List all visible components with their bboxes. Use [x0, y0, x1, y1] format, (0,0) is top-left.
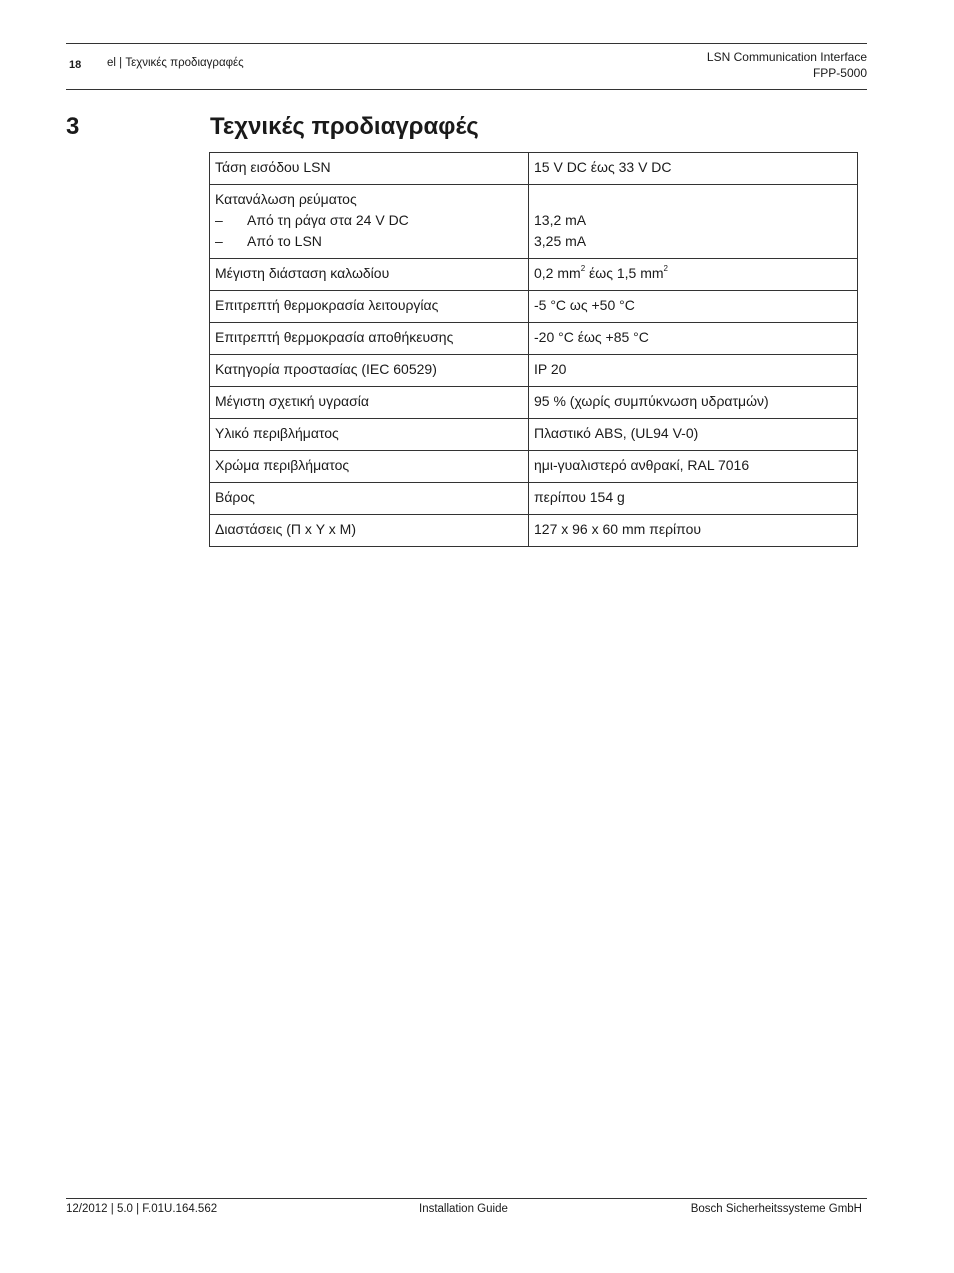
spec-value: -20 °C έως +85 °C — [529, 323, 858, 355]
spec-label: Κατηγορία προστασίας (IEC 60529) — [210, 355, 529, 387]
spec-value: περίπου 154 g — [529, 483, 858, 515]
table-row — [210, 291, 858, 323]
spec-label: Κατανάλωση ρεύματος — [215, 191, 357, 207]
spec-label: Μέγιστη διάσταση καλωδίου — [210, 259, 529, 291]
spec-label: Διαστάσεις (Π x Υ x Μ) — [210, 515, 529, 547]
spec-sub-item — [215, 231, 523, 252]
spec-label: Μέγιστη σχετική υγρασία — [210, 387, 529, 419]
spec-value: -5 °C ως +50 °C — [529, 291, 858, 323]
footer-rule — [66, 1198, 867, 1199]
header-product-block — [707, 49, 867, 81]
footer-company: Bosch Sicherheitssysteme GmbH — [690, 1203, 862, 1215]
spec-value-cell — [529, 259, 858, 291]
spec-label: Επιτρεπτή θερμοκρασία λειτουργίας — [210, 291, 529, 323]
header-product: LSN Communication Interface — [706, 50, 867, 64]
table-row — [210, 185, 858, 259]
spec-value: 15 V DC έως 33 V DC — [529, 153, 858, 185]
spec-value: ημι-γυαλιστερό ανθρακί, RAL 7016 — [529, 451, 858, 483]
spec-value: 13,2 mA — [534, 212, 587, 228]
superscript: 2 — [580, 264, 586, 274]
spec-label: Χρώμα περιβλήματος — [210, 451, 529, 483]
header-top-rule — [66, 43, 867, 44]
spec-sub-item — [215, 210, 523, 231]
footer-doc-type: Installation Guide — [419, 1203, 508, 1215]
spec-value: 127 x 96 x 60 mm περίπου — [529, 515, 858, 547]
spec-label: Βάρος — [210, 483, 529, 515]
spec-value: έως 1,5 mm — [585, 265, 664, 281]
header-bottom-rule — [66, 89, 867, 90]
spec-value: 0,2 mm — [534, 265, 581, 281]
spec-table — [209, 152, 858, 547]
table-row — [210, 483, 858, 515]
spec-sub-label: Από τη ράγα στα 24 V DC — [247, 212, 409, 228]
table-row — [210, 515, 858, 547]
header-section: el | Τεχνικές προδιαγραφές — [107, 57, 244, 69]
footer-doc-info: 12/2012 | 5.0 | F.01U.164.562 — [66, 1203, 218, 1215]
spec-value-cell — [529, 185, 858, 259]
table-row — [210, 387, 858, 419]
table-row — [210, 419, 858, 451]
spec-value: Πλαστικό ABS, (UL94 V-0) — [529, 419, 858, 451]
spec-label: Επιτρεπτή θερμοκρασία αποθήκευσης — [210, 323, 529, 355]
superscript: 2 — [663, 264, 668, 274]
spec-label-cell — [210, 185, 529, 259]
spec-sub-label: Από το LSN — [247, 233, 322, 249]
chapter-title: Τεχνικές προδιαγραφές — [210, 113, 479, 140]
spec-label: Υλικό περιβλήματος — [210, 419, 529, 451]
list-dash: – — [215, 233, 223, 249]
page-number: 18 — [69, 59, 82, 71]
spec-value: 3,25 mA — [534, 233, 587, 249]
table-row — [210, 451, 858, 483]
list-dash: – — [215, 212, 223, 228]
header-model: FPP-5000 — [812, 66, 867, 80]
spec-value: 95 % (χωρίς συμπύκνωση υδρατμών) — [529, 387, 858, 419]
table-row — [210, 259, 858, 291]
table-row — [210, 355, 858, 387]
chapter-number: 3 — [66, 113, 80, 140]
table-row — [210, 153, 858, 185]
spec-value: IP 20 — [529, 355, 858, 387]
table-row — [210, 323, 858, 355]
spec-label: Τάση εισόδου LSN — [210, 153, 529, 185]
